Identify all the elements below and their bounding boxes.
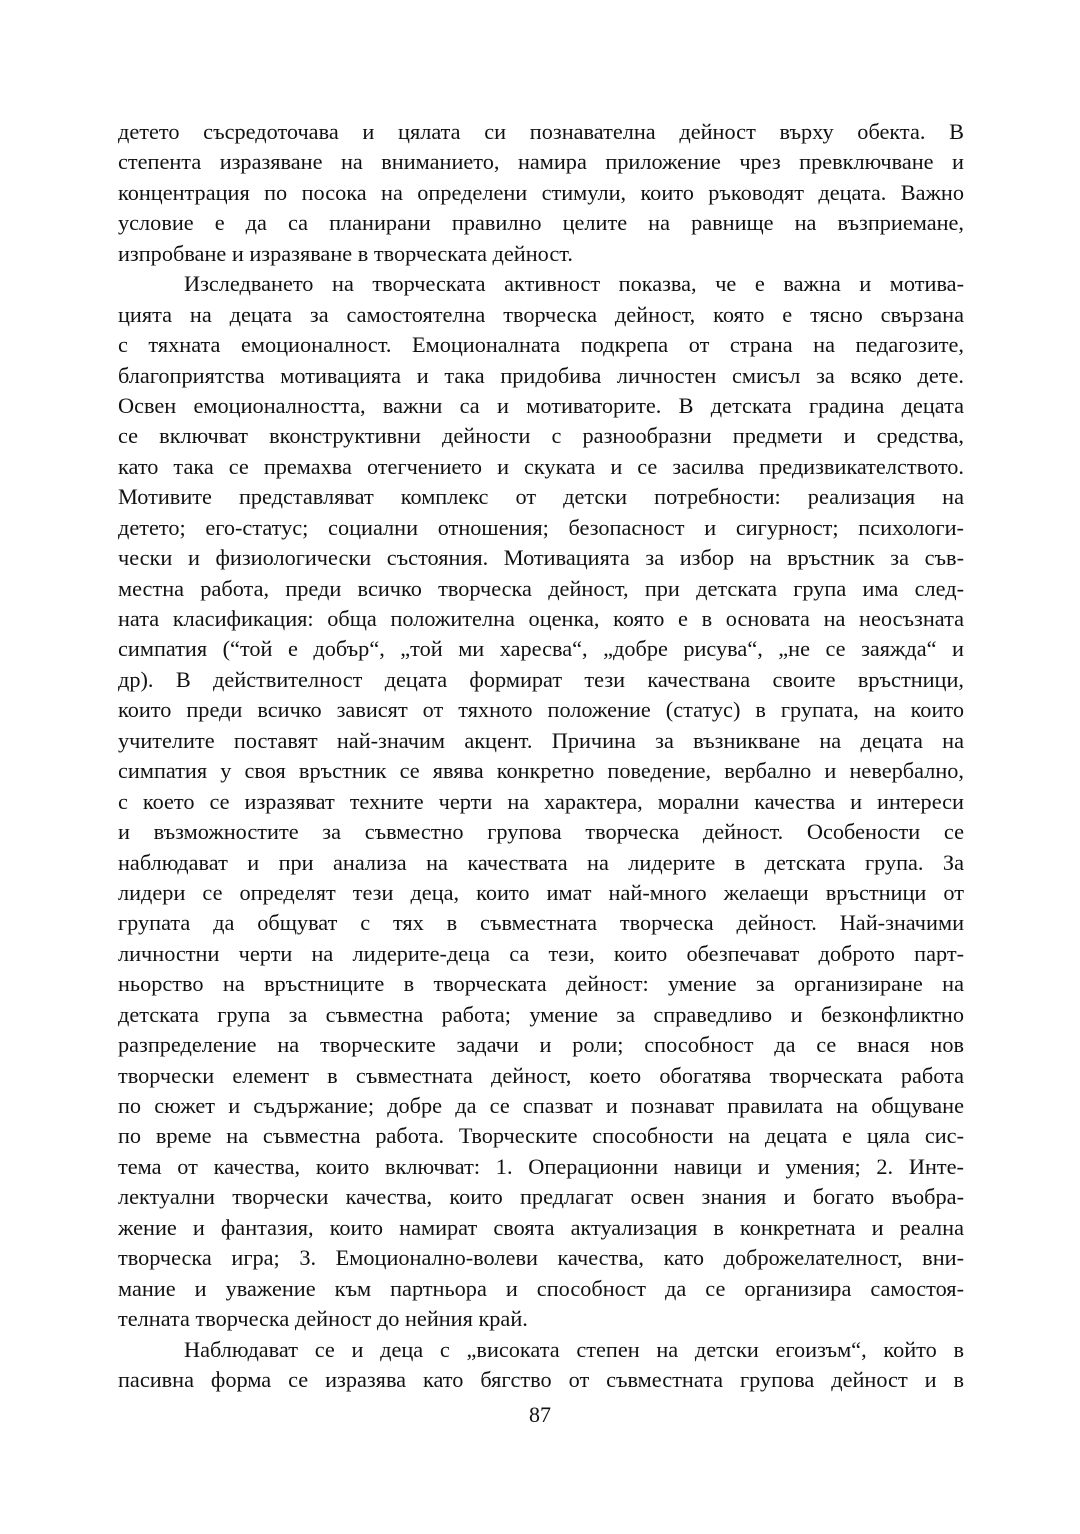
text-line: лидери се определят тези деца, които имат най-много желаещи връстници от [118,879,964,905]
text-line: ната класификация: обща положителна оценка, която е в основата на неосъзната [118,606,964,631]
text-line: местна работа, преди всичко творческа дейност, при детската група има след- [118,575,964,601]
text-line: лектуални творчески качества, които предлагат освен знания и богато въобра- [118,1184,964,1210]
text-line: цията на децата за самостоятелна творческа дейност, която е тясно свързана [118,301,964,327]
text-line: телната творческа дейност до нейния край. [118,1306,528,1332]
text-line: симпатия у своя връстник се явява конкретно поведение, вербално и невербално, [118,758,964,784]
text-line: учителите поставят най-значим акцент. Причина за възникване на децата на [118,727,964,753]
text-line: мание и уважение към партньора и способност да се организира самостоя- [118,1275,964,1301]
text-line: като така се премахва отегчението и скуката и се засилва предизвикателството. [118,453,964,479]
text-line: се включват вконструктивни дейности с разнообразни предмети и средства, [118,423,964,449]
text-line: симпатия (“той е добър“, „той ми харесва“, „добре рисува“, „не се заяжда“ и [118,636,964,662]
text-line: по време на съвместна работа. Творческите способности на децата е цяла сис- [118,1123,964,1149]
text-line: групата да общуват с тях в съвместната творческа дейност. Най-значими [118,910,964,936]
text-line: с тяхната емоционалност. Емоционалната подкрепа от страна на педагозите, [118,332,964,358]
paragraph [118,1335,964,1396]
text-line: детето; его-статус; социални отношения; безопасност и сигурност; психологи- [118,514,964,540]
body-text [118,117,964,1395]
text-line: ньорство на връстниците в творческата дейност: умение за организиране на [118,971,964,997]
text-line: условие е да са планирани правилно целите на равнище на възприемане, [118,210,964,236]
text-line: творческа игра; 3. Емоционално-волеви качества, като доброжелателност, вни- [118,1245,964,1271]
text-line: и възможностите за съвместно групова творческа дейност. Особености се [118,819,964,845]
text-line: др). В действителност децата формират тези качествана своите връстници, [118,666,964,692]
text-line: разпределение на творческите задачи и роли; способност да се внася нов [118,1032,964,1058]
text-line: концентрация по посока на определени стимули, които ръководят децата. Важно [118,179,964,205]
paragraph [118,269,964,1334]
text-line: степента изразяване на вниманието, намира приложение чрез превключване и [118,149,964,175]
text-line: детската група за съвместна работа; умение за справедливо и безконфликтно [118,1001,964,1027]
text-line: жение и фантазия, които намират своята актуализация в конкретната и реална [118,1214,964,1240]
text-line: които преди всичко зависят от тяхното положение (статус) в групата, на които [118,697,964,723]
text-line: благоприятства мотивацията и така придобива личностен смисъл за всяко дете. [118,362,964,388]
text-line: чески и физиологически състояния. Мотивацията за избор на връстник за съв- [118,545,964,571]
text-line: Наблюдават се и деца с „високата степен на детски егоизъм“, който в [184,1336,964,1362]
text-line: Изследването на творческата активност показва, че е важна и мотива- [184,271,964,297]
text-line: Мотивите представляват комплекс от детски потребности: реализация на [118,484,964,510]
text-line: изпробване и изразяване в творческата дейност. [118,240,573,266]
text-line: творчески елемент в съвместната дейност, което обогатява творческата работа [118,1062,964,1088]
text-line: тема от качества, които включват: 1. Операционни навици и умения; 2. Инте- [118,1153,964,1179]
text-line: с което се изразяват техните черти на характера, морални качества и интереси [118,788,964,814]
text-line: личностни черти на лидерите-деца са тези, които обезпечават доброто парт- [118,940,964,966]
text-line: детето съсредоточава и цялата си познавателна дейност върху обекта. В [118,119,964,144]
page-number: 87 [529,1402,551,1427]
paragraph [118,117,964,269]
text-line: Освен емоционалността, важни са и мотиваторите. В детската градина децата [118,392,964,418]
text-line: пасивна форма се изразява като бягство от съвместната групова дейност и в [118,1366,964,1392]
text-line: по сюжет и съдържание; добре да се спазват и познават правилата на общуване [118,1093,964,1118]
text-line: наблюдават и при анализа на качествата на лидерите в детската група. За [118,849,964,875]
